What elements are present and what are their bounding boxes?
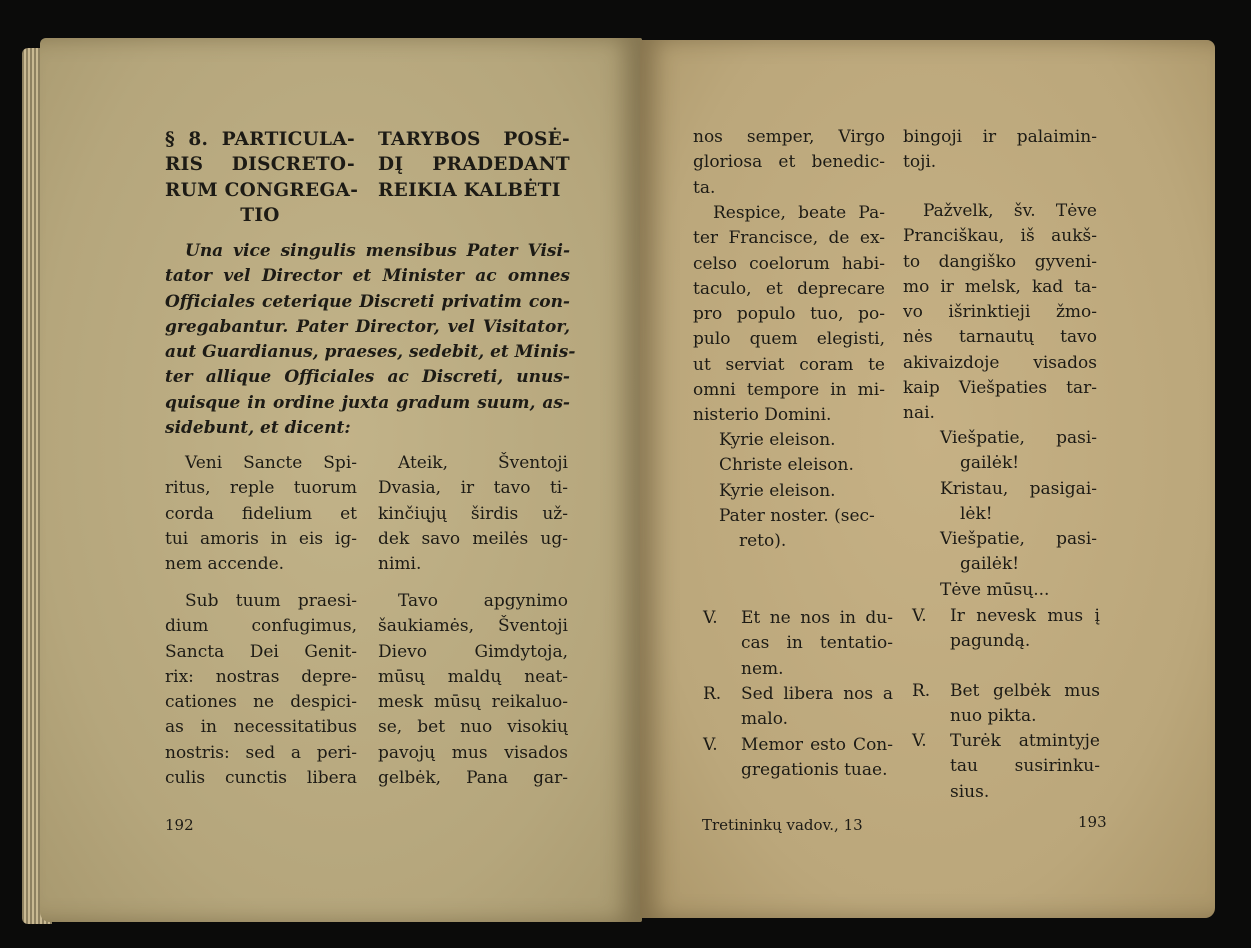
versicle-mark: R.: [912, 680, 931, 701]
text-line: nai.: [903, 403, 935, 424]
versicle-text: [950, 729, 1100, 805]
text-line: mo ir melsk, kad ta-: [903, 276, 1097, 297]
text-line: gailėk!: [960, 453, 1020, 474]
versicle-mark: R.: [703, 683, 722, 704]
text-line: TIO: [240, 204, 280, 226]
text-line: nimi.: [378, 554, 422, 575]
text-line: ta.: [693, 177, 716, 198]
lithuanian-paragraph: [378, 451, 568, 577]
text-line: Ir nevesk mus į: [950, 606, 1100, 626]
versicle-mark: V.: [912, 731, 927, 752]
text-line: akivaizdoje visados: [903, 352, 1097, 373]
text-line: sidebunt, et dicent:: [165, 418, 351, 439]
text-line: pro populo tuo, po-: [693, 304, 885, 325]
text-line: cas in tentatio-: [741, 633, 893, 654]
text-line: culis cunctis libera: [165, 768, 357, 789]
text-line: omni tempore in mi-: [693, 380, 885, 401]
text-line: gregabantur. Pater Director, vel Visitator,: [165, 316, 570, 337]
text-line: taculo, et deprecare: [693, 278, 885, 299]
text-line: RUM CONGREGA-: [165, 179, 359, 201]
text-line: RIS DISCRETO-: [165, 154, 355, 176]
lithuanian-paragraph: [903, 125, 1097, 176]
text-line: nostris: sed a peri-: [165, 742, 357, 763]
text-line: dium confugimus,: [165, 616, 357, 637]
text-line: ritus, reple tuorum: [165, 478, 357, 499]
text-line: cationes ne despici-: [165, 692, 357, 713]
text-line: gelbėk, Pana gar-: [378, 768, 568, 789]
versicle-mark: V.: [912, 606, 927, 626]
text-line: gloriosa et benedic-: [693, 152, 885, 173]
text-line: tator vel Director et Minister ac omnes: [165, 266, 570, 287]
text-line: Dievo Gimdytoja,: [378, 641, 568, 662]
text-line: aut Guardianus, praeses, sedebit, et Minis-: [165, 342, 576, 363]
text-line: Et ne nos in du-: [741, 608, 893, 628]
latin-paragraph: [165, 451, 357, 577]
text-line: Ateik, Šventoji: [398, 453, 568, 473]
lithuanian-paragraph: [378, 589, 568, 791]
text-line: § 8. PARTICULA-: [165, 129, 355, 150]
text-line: šaukiamės, Šventoji: [378, 616, 568, 637]
heading-latin: [165, 127, 359, 228]
text-line: reto).: [739, 531, 787, 552]
text-line: Sancta Dei Genit-: [165, 641, 357, 662]
text-line: nuo pikta.: [950, 705, 1037, 726]
kyrie-lithuanian: [903, 426, 1097, 603]
versicle-mark: V.: [703, 734, 718, 755]
text-line: mesk mūsų reikaluo-: [378, 692, 568, 713]
text-line: toji.: [903, 152, 937, 173]
versicle-text: [741, 733, 893, 784]
text-line: malo.: [741, 709, 789, 730]
text-line: dek savo meilės ug-: [378, 528, 568, 549]
text-line: mūsų maldų neat-: [378, 666, 568, 687]
kyrie-latin: [693, 428, 888, 554]
text-line: se, bet nuo visokių: [378, 717, 568, 738]
page-footer-signature: Tretininkų vadov., 13: [702, 816, 863, 834]
text-line: Bet gelbėk mus: [950, 680, 1100, 701]
text-line: Viešpatie, pasi-: [940, 428, 1097, 448]
text-line: REIKIA KALBĖTI: [378, 179, 561, 201]
text-line: gailėk!: [960, 554, 1020, 575]
text-line: ter Francisce, de ex-: [693, 228, 885, 249]
text-line: Kristau, pasigai-: [940, 478, 1097, 499]
versicle-text: [950, 679, 1100, 730]
text-line: Una vice singulis mensibus Pater Visi-: [185, 241, 570, 261]
text-line: vo išrinktieji žmo-: [903, 302, 1097, 323]
intro-rubric: [165, 239, 576, 441]
text-line: sius.: [950, 781, 990, 802]
text-line: Memor esto Con-: [741, 734, 893, 755]
text-line: ter allique Officiales ac Discreti, unus-: [165, 367, 570, 388]
text-line: lėk!: [960, 503, 993, 524]
text-line: kaip Viešpaties tar-: [903, 378, 1097, 399]
versicle-text: [741, 682, 893, 733]
text-line: corda fidelium et: [165, 503, 357, 524]
text-line: nos semper, Virgo: [693, 127, 885, 147]
lithuanian-paragraph: [903, 199, 1097, 427]
versicle-mark: V.: [703, 608, 718, 628]
text-line: Tėve mūsų...: [940, 579, 1050, 600]
text-line: to dangiško gyveni-: [903, 251, 1097, 272]
text-line: Veni Sancte Spi-: [185, 453, 357, 473]
page-number-right: 193: [1078, 813, 1107, 831]
text-line: tau susirinku-: [950, 756, 1100, 777]
latin-paragraph: [693, 125, 885, 201]
latin-paragraph: [165, 589, 357, 791]
text-line: DĮ PRADEDANT: [378, 154, 570, 176]
text-line: as in necessitatibus: [165, 717, 357, 738]
text-line: nės tarnautų tavo: [903, 327, 1097, 348]
text-line: Christe eleison.: [719, 455, 854, 476]
text-line: celso coelorum habi-: [693, 253, 885, 274]
text-line: Sed libera nos a: [741, 683, 893, 704]
text-line: Kyrie eleison.: [719, 430, 836, 450]
text-line: pulo quem elegisti,: [693, 329, 885, 350]
text-line: Kyrie eleison.: [719, 480, 836, 501]
text-line: pavojų mus visados: [378, 742, 568, 763]
text-line: nem accende.: [165, 554, 285, 575]
versicle-text: [950, 604, 1100, 655]
heading-lithuanian: [378, 127, 570, 203]
text-line: gregationis tuae.: [741, 759, 888, 780]
latin-paragraph: [693, 201, 885, 429]
page-number-left: 192: [165, 816, 194, 834]
text-line: kinčiųjų širdis už-: [378, 503, 568, 524]
text-line: ut serviat coram te: [693, 354, 885, 375]
text-line: Respice, beate Pa-: [713, 203, 885, 223]
text-line: Pažvelk, šv. Tėve: [923, 201, 1097, 221]
text-line: nisterio Domini.: [693, 405, 832, 426]
text-line: Turėk atmintyje: [950, 731, 1100, 752]
text-line: quisque in ordine juxta gradum suum, as-: [165, 392, 570, 413]
text-line: Officiales ceterique Discreti privatim con-: [165, 291, 570, 312]
text-line: Pater noster. (sec-: [719, 505, 875, 526]
text-line: pagundą.: [950, 631, 1031, 652]
text-line: tui amoris in eis ig-: [165, 528, 357, 549]
text-line: bingoji ir palaimin-: [903, 127, 1097, 147]
text-line: nem.: [741, 658, 784, 679]
text-line: Pranciškau, iš aukš-: [903, 226, 1097, 247]
text-line: Tavo apgynimo: [398, 591, 568, 611]
text-line: Dvasia, ir tavo ti-: [378, 478, 568, 499]
text-line: rix: nostras depre-: [165, 666, 357, 687]
text-line: Viešpatie, pasi-: [940, 529, 1097, 550]
text-line: Sub tuum praesi-: [185, 591, 357, 611]
text-line: TARYBOS POSĖ-: [378, 129, 570, 150]
versicle-text: [741, 606, 893, 682]
